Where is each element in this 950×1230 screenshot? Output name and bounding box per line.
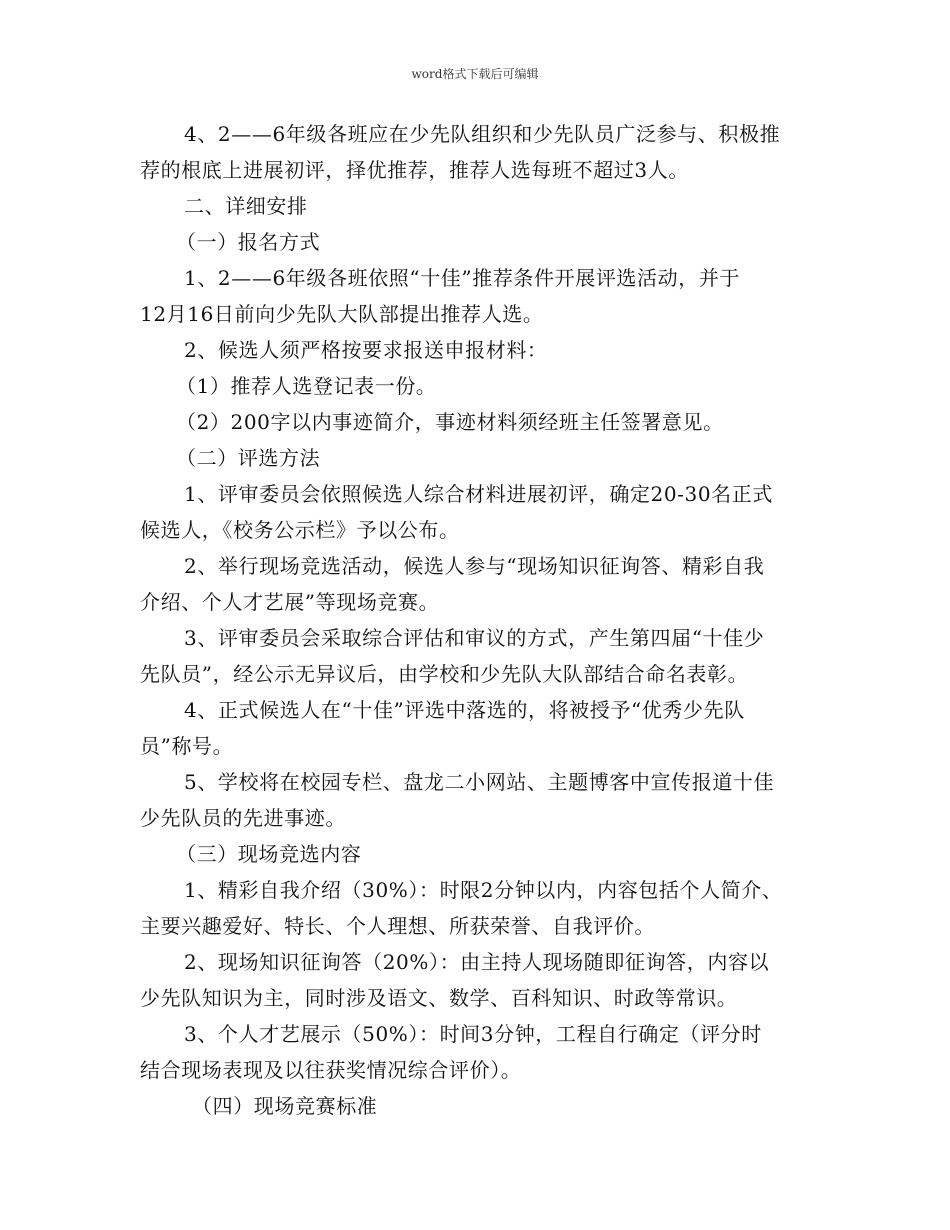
text-line: （2）200字以内事迹简介，事迹材料须经班主任签署意见。 <box>176 410 724 434</box>
text-line: 4、正式候选人在“十佳”评选中落选的，将被授予“优秀少先队 <box>184 698 745 722</box>
text-line: 先队员”，经公示无异议后，由学校和少先队大队部结合命名表彰。 <box>140 662 749 686</box>
document-body <box>140 116 820 1124</box>
text-line: 5、学校将在校园专栏、盘龙二小网站、主题博客中宣传报道十佳 <box>184 770 775 794</box>
text-line: 主要兴趣爱好、特长、个人理想、所获荣誉、自我评价。 <box>140 914 655 938</box>
page-header: word格式下载后可编辑 <box>411 67 539 81</box>
text-line: 1、精彩自我介绍（30%）：时限2分钟以内，内容包括个人简介、 <box>184 878 783 902</box>
text-line: （三）现场竞选内容 <box>176 842 362 866</box>
text-line: 2、举行现场竞选活动，候选人参与“现场知识征询答、精彩自我 <box>184 554 765 578</box>
text-line: 4、2——6年级各班应在少先队组织和少先队员广泛参与、积极推 <box>184 122 781 146</box>
text-line: 2、候选人须严格按要求报送申报材料： <box>184 338 548 362</box>
text-line: 1、2——6年级各班依照“十佳”推荐条件开展评选活动，并于 <box>184 266 741 290</box>
text-line: 3、评审委员会采取综合评估和审议的方式，产生第四届“十佳少 <box>184 626 765 650</box>
text-line: （二）评选方法 <box>176 446 321 470</box>
text-line: 二、详细安排 <box>184 194 308 218</box>
text-line: 结合现场表现及以往获奖情况综合评价）。 <box>140 1058 522 1082</box>
text-line: （四）现场竞赛标准 <box>192 1094 378 1118</box>
text-line: （一）报名方式 <box>176 230 321 254</box>
text-line: （1）推荐人选登记表一份。 <box>176 374 437 398</box>
text-line: 荐的根底上进展初评，择优推荐，推荐人选每班不超过3人。 <box>140 158 689 182</box>
text-line: 少先队知识为主，同时涉及语文、数学、百科知识、时政等常识。 <box>140 986 738 1010</box>
text-line: 员”称号。 <box>140 734 234 758</box>
text-line: 候选人，《校务公示栏》予以公布。 <box>140 518 460 542</box>
text-line: 12月16日前向少先队大队部提出推荐人选。 <box>140 302 544 326</box>
text-line: 1、评审委员会依照候选人综合材料进展初评，确定20-30名正式 <box>184 482 773 506</box>
text-line: 3、个人才艺展示（50%）：时间3分钟，工程自行确定（评分时 <box>184 1022 762 1046</box>
text-line: 2、现场知识征询答（20%）：由主持人现场随即征询答，内容以 <box>184 950 770 974</box>
text-line: 介绍、个人才艺展”等现场竞赛。 <box>140 590 440 614</box>
text-line: 少先队员的先进事迹。 <box>140 806 346 830</box>
